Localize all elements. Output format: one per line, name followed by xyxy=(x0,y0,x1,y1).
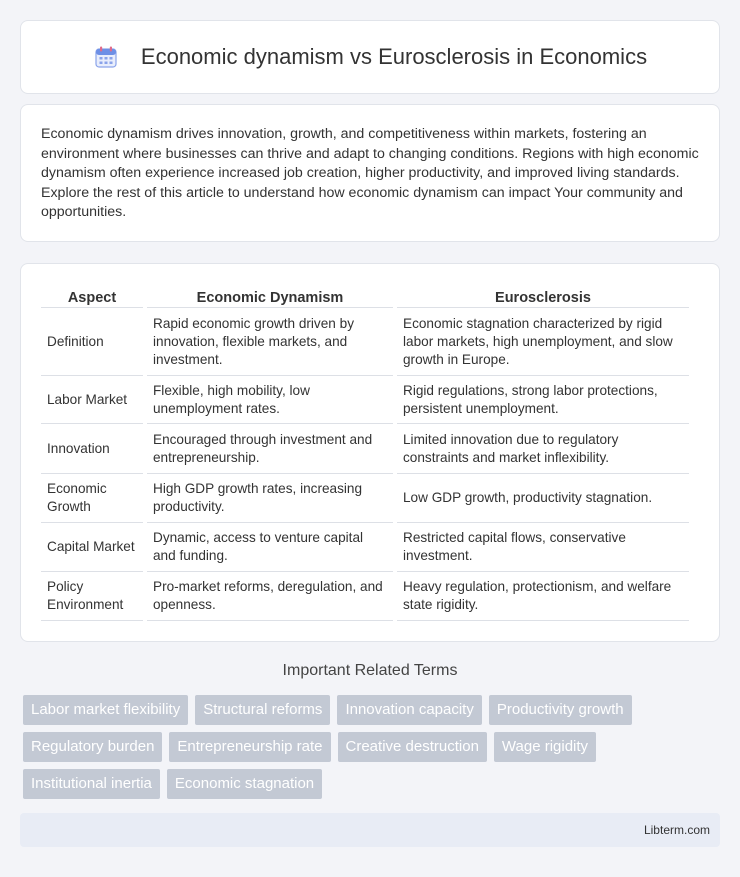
calendar-icon xyxy=(93,44,119,70)
aspect-cell: Labor Market xyxy=(41,376,143,424)
table-row xyxy=(41,424,689,474)
related-term-tag[interactable]: Entrepreneurship rate xyxy=(169,732,330,762)
header-economic-dynamism: Economic Dynamism xyxy=(147,284,393,308)
table-header-row xyxy=(41,284,689,308)
dynamism-cell: Rapid economic growth driven by innovation, flexible markets, and investment. xyxy=(147,308,393,376)
table-row xyxy=(41,308,689,376)
header-card xyxy=(20,20,720,94)
aspect-cell: Policy Environment xyxy=(41,572,143,621)
header-eurosclerosis: Eurosclerosis xyxy=(397,284,689,308)
footer-site-link[interactable]: Libterm.com xyxy=(643,823,710,837)
related-term-tag[interactable]: Wage rigidity xyxy=(494,732,596,762)
related-term-tag[interactable]: Economic stagnation xyxy=(167,769,322,799)
eurosclerosis-cell: Limited innovation due to regulatory constraints and market inflexibility. xyxy=(397,424,689,474)
eurosclerosis-cell: Rigid regulations, strong labor protections, persistent unemployment. xyxy=(397,376,689,424)
related-term-tag[interactable]: Structural reforms xyxy=(195,695,330,725)
footer xyxy=(20,813,720,847)
dynamism-cell: Flexible, high mobility, low unemployment rates. xyxy=(147,376,393,424)
intro-card xyxy=(20,104,720,242)
related-term-tag[interactable]: Innovation capacity xyxy=(337,695,481,725)
related-term-tag[interactable]: Regulatory burden xyxy=(23,732,162,762)
dynamism-cell: High GDP growth rates, increasing productivity. xyxy=(147,474,393,523)
table-row xyxy=(41,572,689,621)
related-term-tag[interactable]: Labor market flexibility xyxy=(23,695,188,725)
table-row xyxy=(41,376,689,424)
eurosclerosis-cell: Heavy regulation, protectionism, and welfare state rigidity. xyxy=(397,572,689,621)
aspect-cell: Economic Growth xyxy=(41,474,143,523)
intro-text: Economic dynamism drives innovation, growth, and competitiveness within markets, fostering an environment where businesses can thrive and adapt to changing conditions. Regions with high economic dynamism often experience increased job creation, higher productivity, and improved living standards. Explore the rest of this article to understand how economic dynamism can impact Your community and opportunities. xyxy=(41,126,699,221)
aspect-cell: Capital Market xyxy=(41,523,143,572)
eurosclerosis-cell: Economic stagnation characterized by rigid labor markets, high unemployment, and slow growth in Europe. xyxy=(397,308,689,376)
related-terms-title: Important Related Terms xyxy=(282,662,458,679)
comparison-table xyxy=(37,284,693,621)
page-title: Economic dynamism vs Eurosclerosis in Economics xyxy=(140,44,648,69)
dynamism-cell: Dynamic, access to venture capital and funding. xyxy=(147,523,393,572)
eurosclerosis-cell: Low GDP growth, productivity stagnation. xyxy=(397,474,689,523)
comparison-table-card xyxy=(20,263,720,642)
table-row xyxy=(41,523,689,572)
dynamism-cell: Encouraged through investment and entrepreneurship. xyxy=(147,424,393,474)
eurosclerosis-cell: Restricted capital flows, conservative investment. xyxy=(397,523,689,572)
related-term-tag[interactable]: Productivity growth xyxy=(489,695,632,725)
dynamism-cell: Pro-market reforms, deregulation, and openness. xyxy=(147,572,393,621)
related-terms-tags xyxy=(23,695,723,806)
related-term-tag[interactable]: Creative destruction xyxy=(338,732,487,762)
aspect-cell: Definition xyxy=(41,308,143,376)
aspect-cell: Innovation xyxy=(41,424,143,474)
related-term-tag[interactable]: Institutional inertia xyxy=(23,769,160,799)
table-row xyxy=(41,474,689,523)
header-aspect: Aspect xyxy=(41,284,143,308)
